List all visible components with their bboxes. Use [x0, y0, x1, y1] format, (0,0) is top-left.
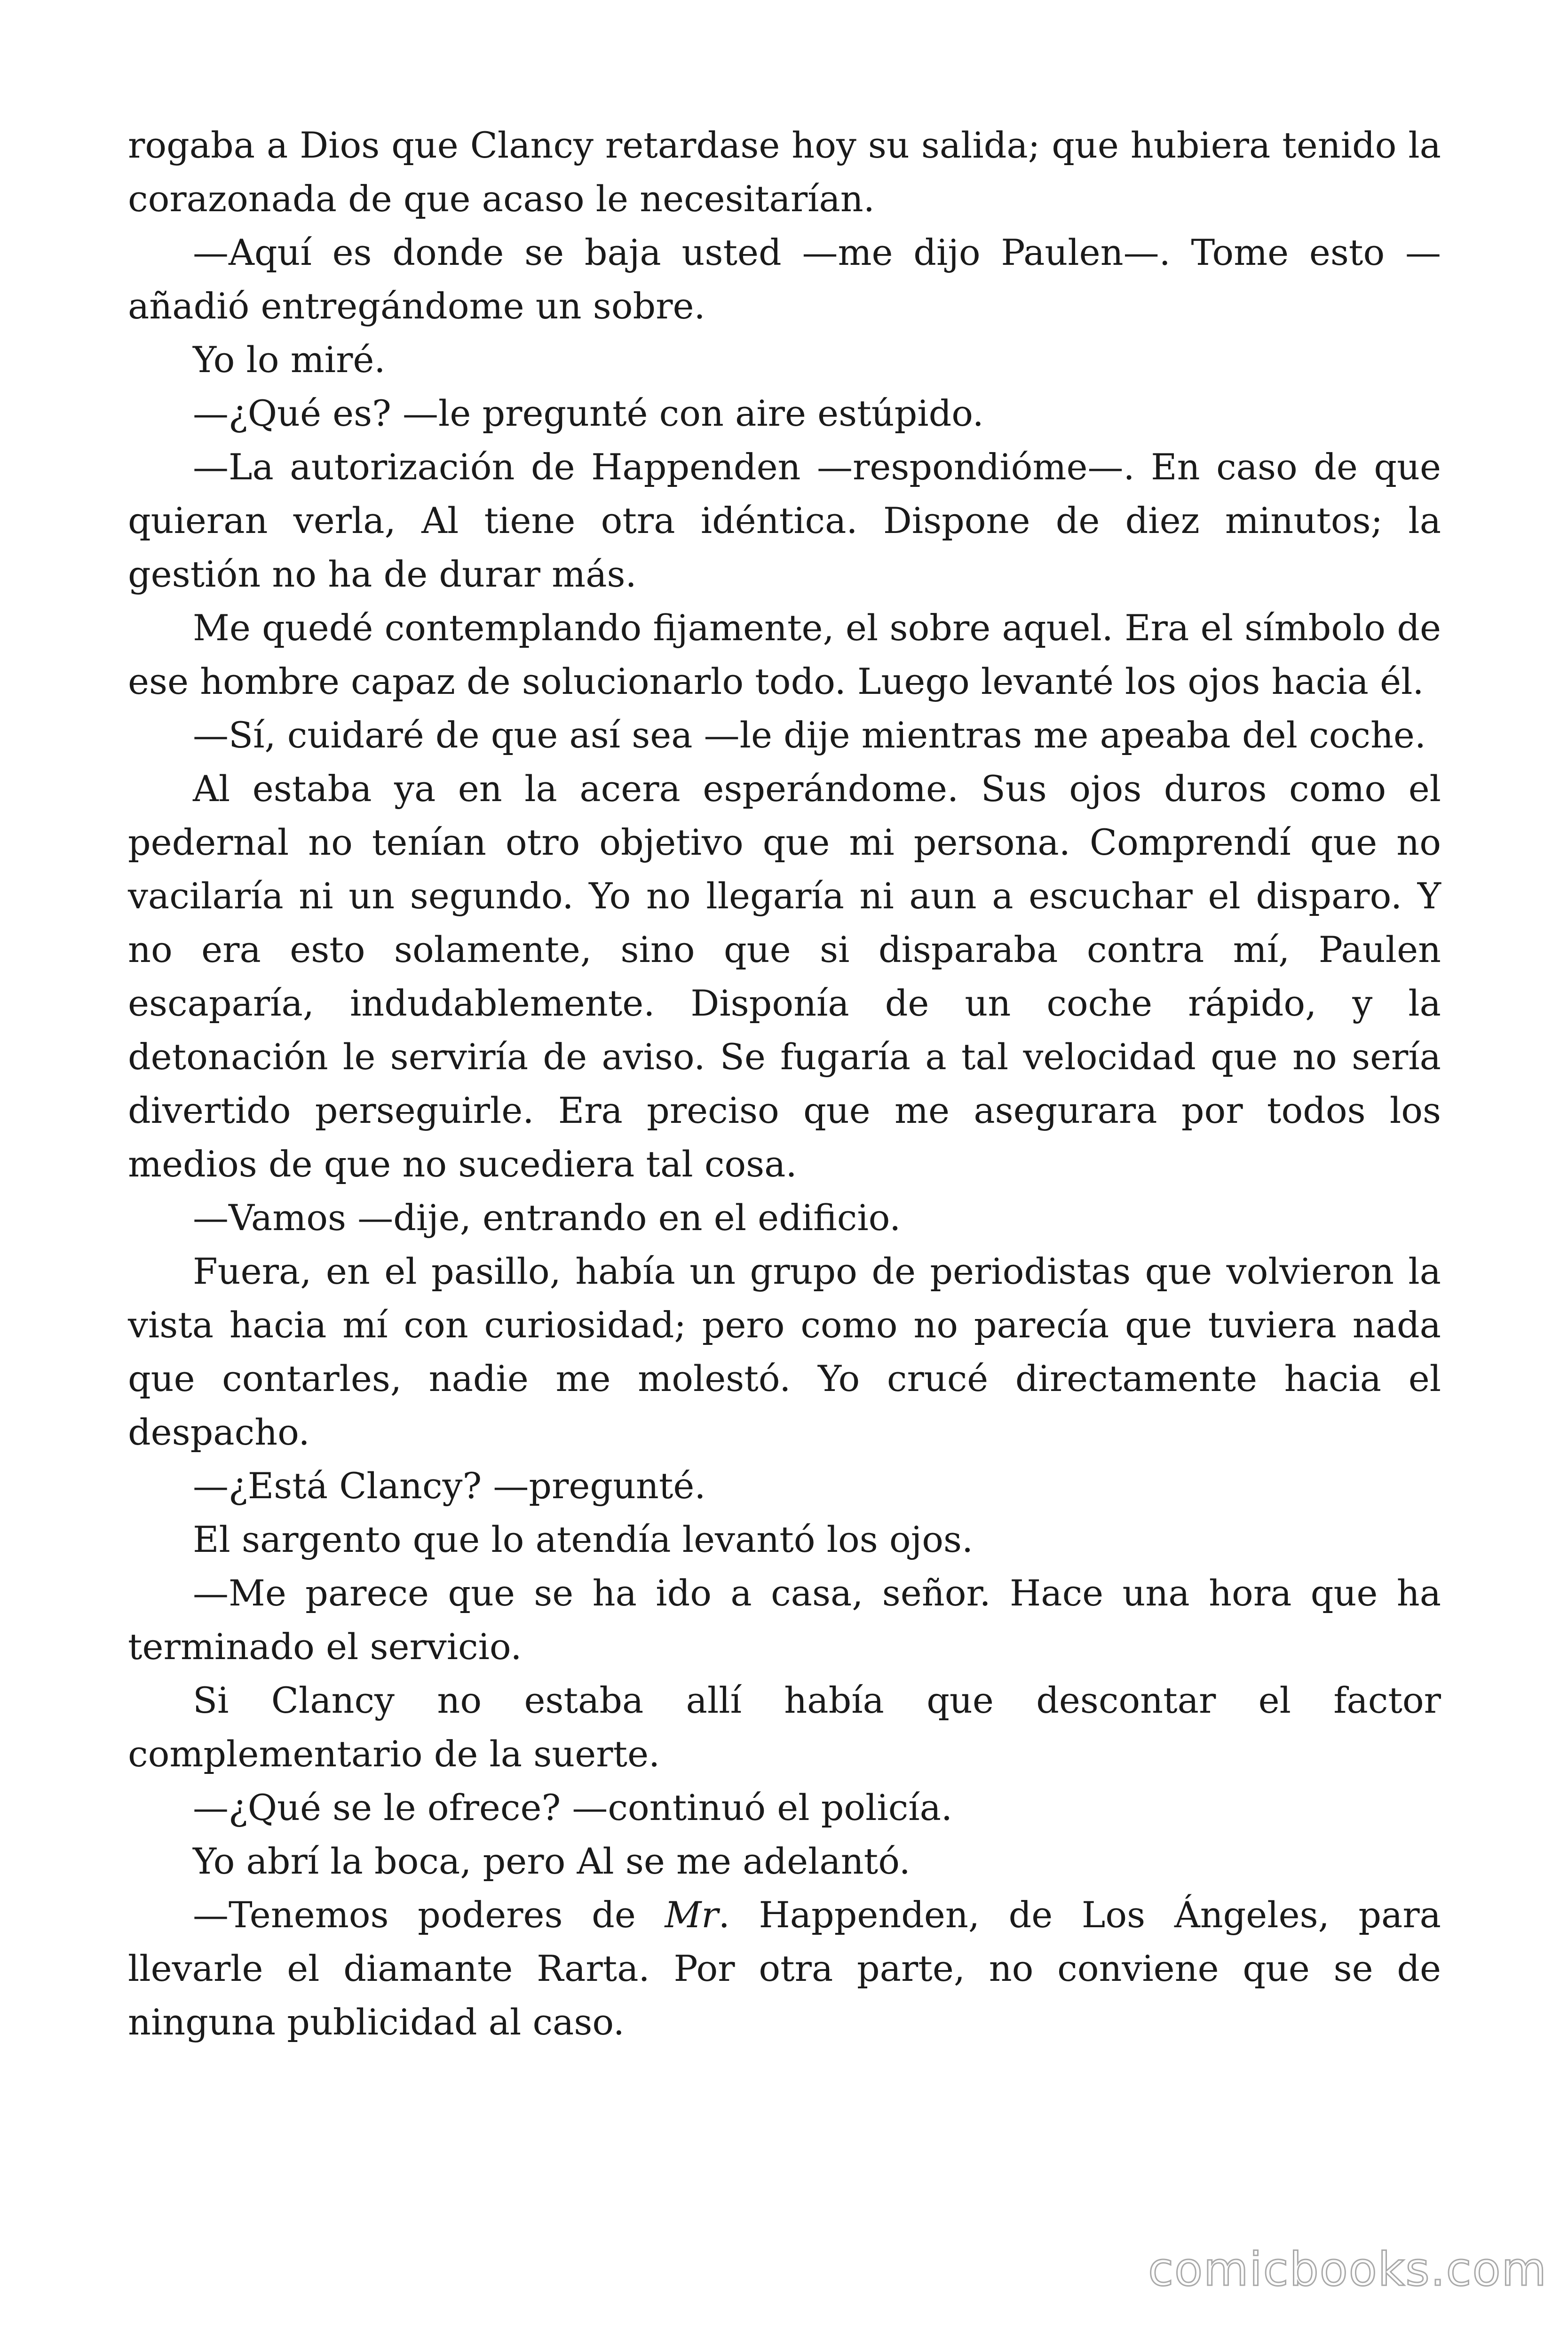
paragraph-3: Yo lo miré.	[193, 339, 386, 381]
paragraph-5: —La autorización de Happenden —respondióme—. En caso de que quieran verla, Al tiene otra idéntica. Dispone de diez minutos; la gestión no ha de durar más.	[128, 446, 1441, 595]
paragraph-17-start: —Tenemos poderes de	[193, 1894, 665, 1936]
paragraph-17-end: . Happenden, de Los Ángeles, para llevarle el diamante Rarta. Por otra parte, no conviene que se de ninguna publicidad al caso.	[128, 1894, 1441, 2043]
paragraph-10: Fuera, en el pasillo, había un grupo de periodistas que volvieron la vista hacia mí con curiosidad; pero como no parecía que tuviera nada que contarles, nadie me molestó. Yo crucé directamente hacia el despacho.	[128, 1250, 1441, 1453]
paragraph-17	[128, 1888, 1441, 2049]
paragraph-7: —Sí, cuidaré de que así sea —le dije mientras me apeaba del coche.	[193, 714, 1426, 756]
watermark: comicbooks.com	[1148, 2243, 1547, 2296]
paragraph-4: —¿Qué es? —le pregunté con aire estúpido.	[193, 392, 984, 434]
paragraph-15: —¿Qué se le ofrece? —continuó el policía.	[193, 1787, 953, 1828]
paragraph-12: El sargento que lo atendía levantó los ojos.	[193, 1518, 974, 1560]
page-body	[128, 119, 1441, 2049]
paragraph-2: —Aquí es donde se baja usted —me dijo Paulen—. Tome esto — añadió entregándome un sobre.	[128, 231, 1441, 327]
paragraph-11: —¿Está Clancy? —pregunté.	[193, 1465, 706, 1507]
paragraph-16: Yo abrí la boca, pero Al se me adelantó.	[193, 1840, 911, 1882]
paragraph-6: Me quedé contemplando fijamente, el sobre aquel. Era el símbolo de ese hombre capaz de solucionarlo todo. Luego levanté los ojos hacia él.	[128, 607, 1441, 702]
paragraph-14: Si Clancy no estaba allí había que descontar el factor complementario de la suerte.	[128, 1679, 1441, 1775]
mr-abbreviation: Mr	[665, 1894, 719, 1936]
paragraph-9: —Vamos —dije, entrando en el edificio.	[193, 1197, 901, 1239]
paragraph-1: rogaba a Dios que Clancy retardase hoy su salida; que hubiera tenido la corazonada de que acaso le necesitarían.	[128, 124, 1441, 220]
paragraph-8: Al estaba ya en la acera esperándome. Sus ojos duros como el pedernal no tenían otro objetivo que mi persona. Comprendí que no vacilaría ni un segundo. Yo no llegaría ni aun a escuchar el disparo. Y no era esto solamente, sino que si disparaba contra mí, Paulen escaparía, indudablemente. Disponía de un coche rápido, y la detonación le serviría de aviso. Se fugaría a tal velocidad que no sería divertido perseguirle. Era preciso que me asegurara por todos los medios de que no sucediera tal cosa.	[128, 768, 1441, 1185]
paragraph-13: —Me parece que se ha ido a casa, señor. Hace una hora que ha terminado el servicio.	[128, 1572, 1441, 1668]
